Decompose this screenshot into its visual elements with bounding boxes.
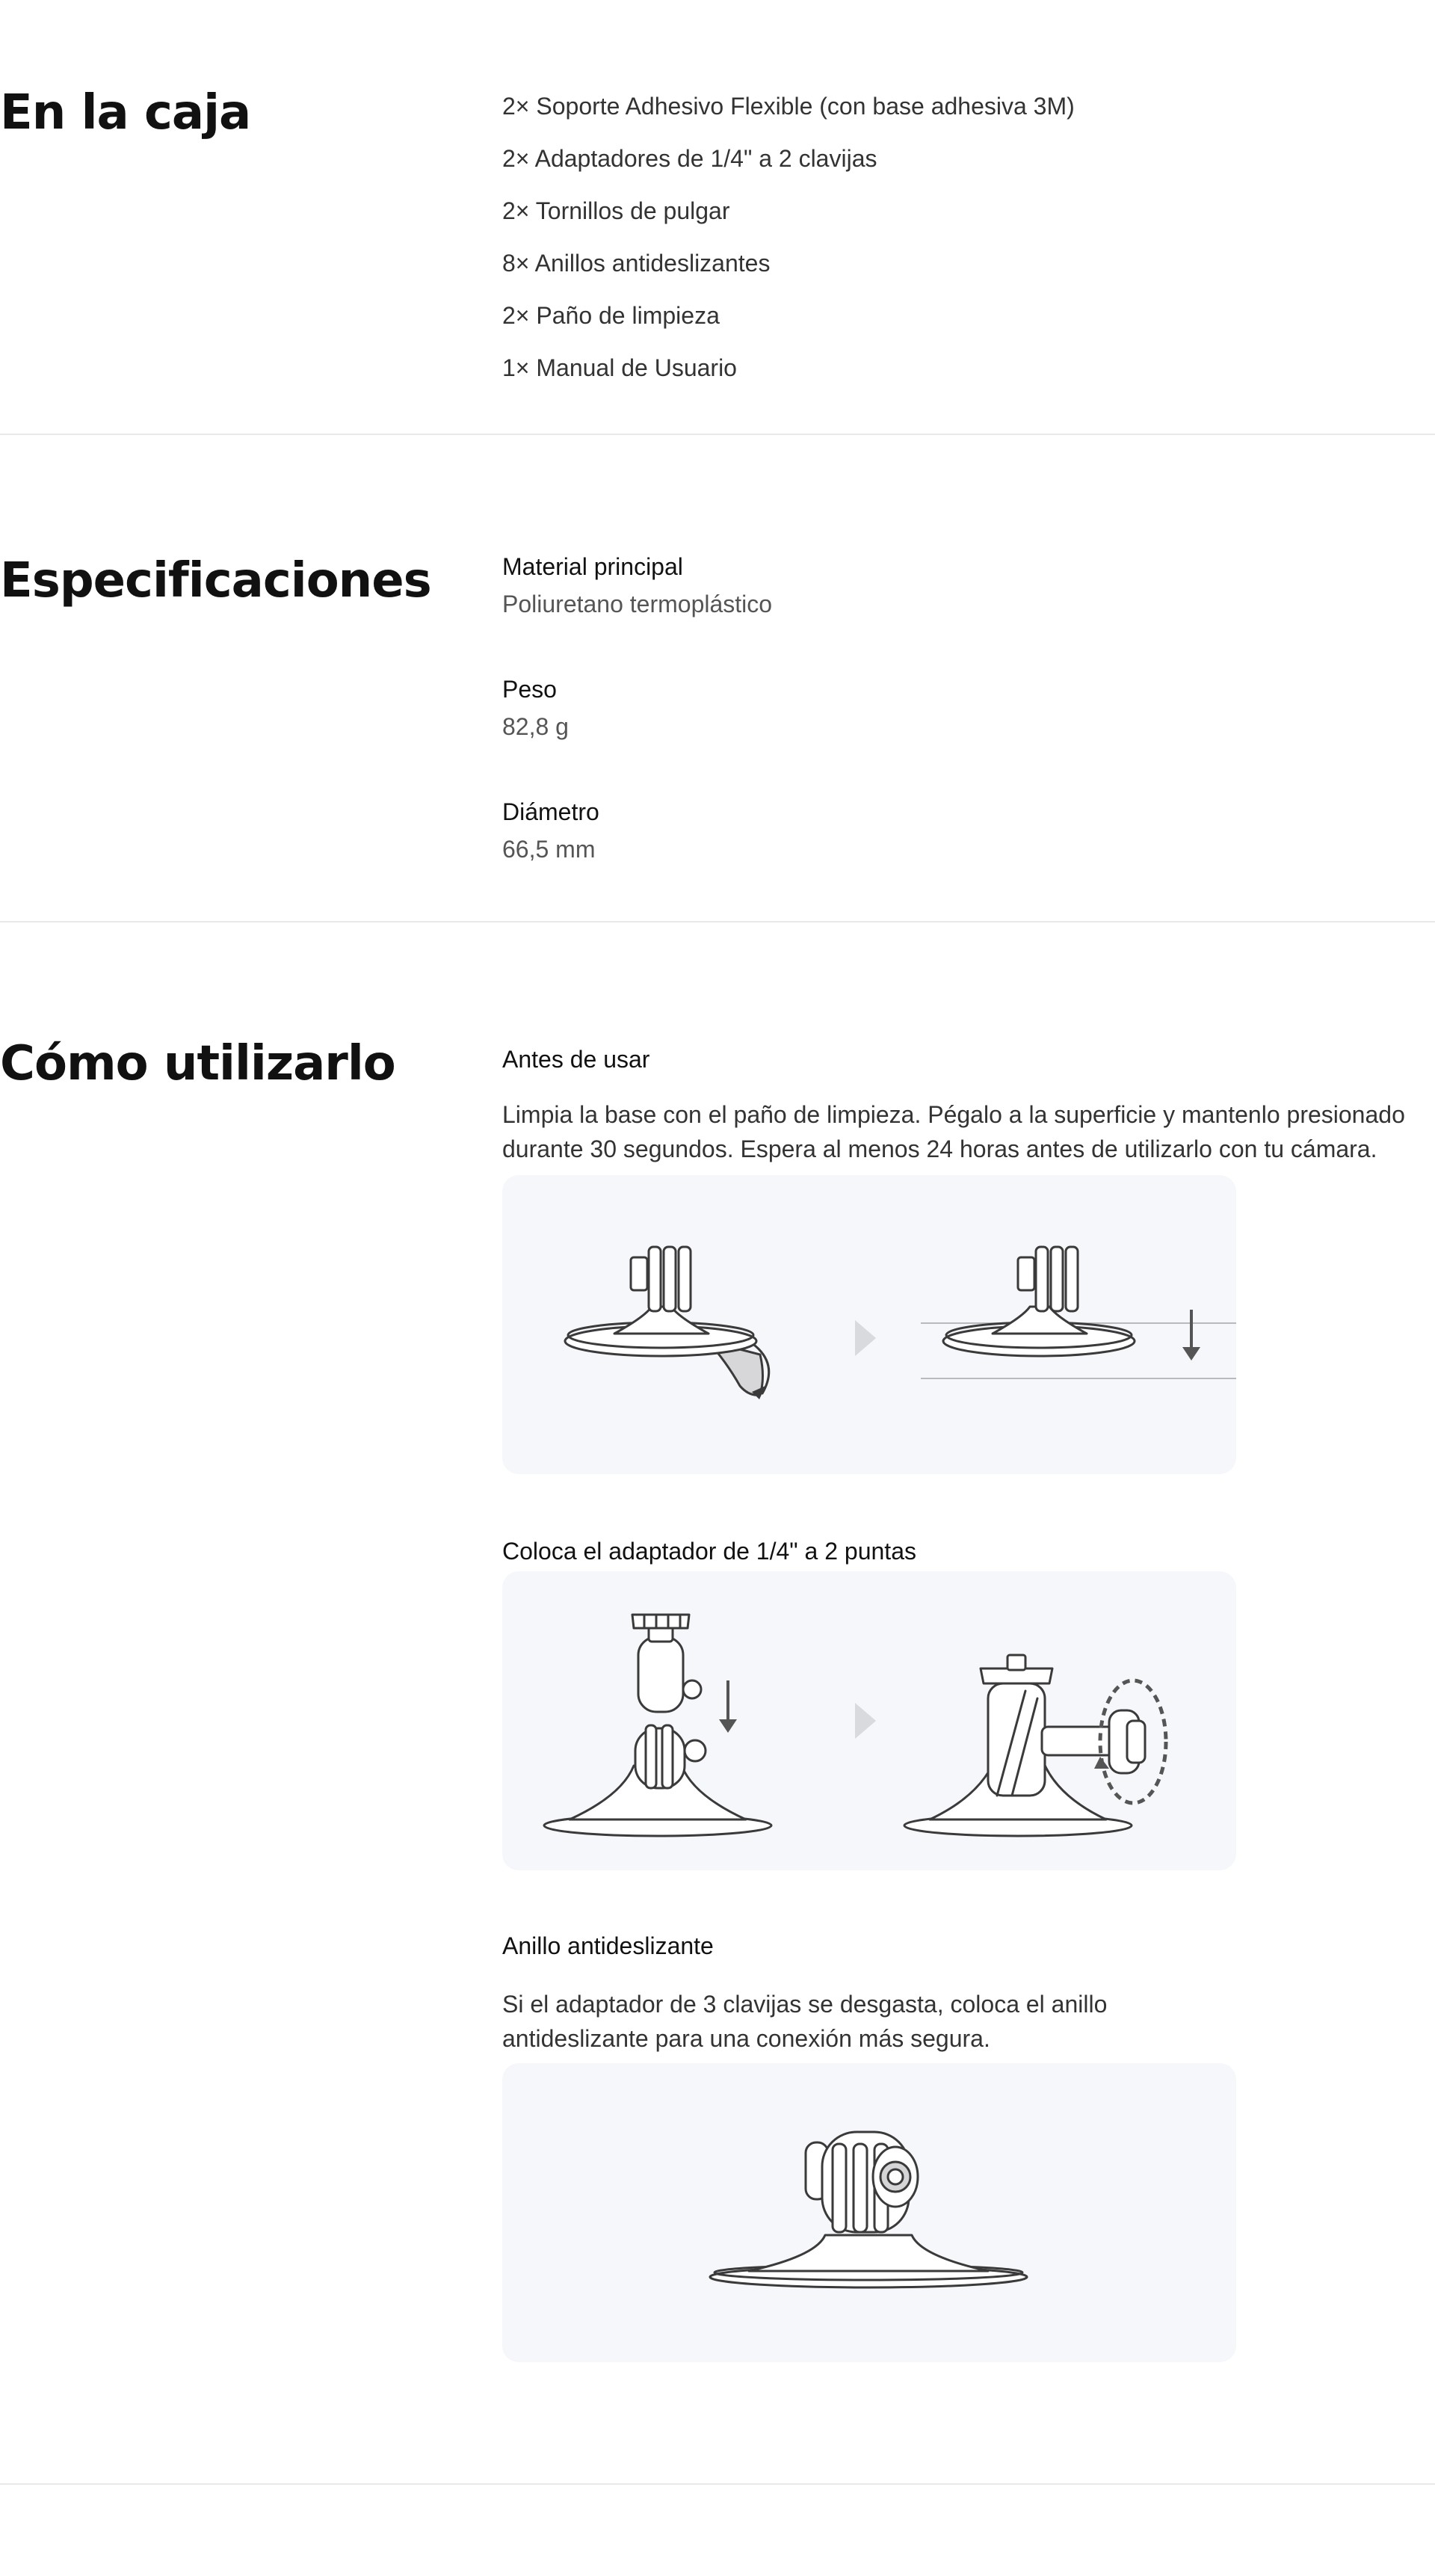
list-item: 2× Paño de limpieza — [502, 302, 720, 329]
specs-content — [502, 434, 1435, 921]
attach-adapter-illustration — [502, 1571, 1236, 1870]
specs-section — [0, 434, 1435, 922]
mount-with-anti-slip-ring-icon — [710, 2132, 1027, 2287]
thumb-screw-tighten-icon — [904, 1655, 1166, 1836]
spec-value: 66,5 mm — [502, 836, 596, 863]
step-description-anti-slip-ring: Si el adaptador de 3 clavijas se desgasta, coloca el anillo antideslizante para una conexión más segura. — [502, 1991, 1108, 2052]
in-box-title: En la caja — [0, 85, 251, 141]
in-box-list — [502, 90, 1435, 404]
how-to-content — [502, 921, 1435, 2483]
mount-peel-icon — [565, 1247, 769, 1399]
peel-and-press-mount-illustration — [502, 1175, 1236, 1474]
spec-value: Poliuretano termoplástico — [502, 591, 773, 617]
spec-label: Material principal — [502, 553, 683, 580]
spec-item-diameter — [502, 796, 599, 865]
spec-item-material — [502, 551, 772, 620]
list-item: 2× Soporte Adhesivo Flexible (con base adhesiva 3M) — [502, 93, 1075, 120]
spec-value: 82,8 g — [502, 713, 569, 740]
specs-title: Especificaciones — [0, 553, 431, 608]
mount-press-icon — [921, 1247, 1236, 1378]
in-box-section — [0, 0, 1435, 435]
in-box-content — [502, 90, 1435, 404]
adapter-insert-icon — [544, 1615, 771, 1836]
step-title-anti-slip-ring: Anillo antideslizante — [502, 1932, 714, 1959]
spec-item-weight — [502, 674, 569, 742]
step-title-before-use: Antes de usar — [502, 1046, 650, 1073]
arrow-right-icon — [855, 1320, 876, 1356]
spec-label: Diámetro — [502, 798, 599, 825]
list-item: 2× Tornillos de pulgar — [502, 197, 730, 224]
step-title-attach-adapter: Coloca el adaptador de 1/4" a 2 puntas — [502, 1538, 916, 1565]
how-to-title: Cómo utilizarlo — [0, 1036, 395, 1091]
arrow-right-icon — [855, 1703, 876, 1739]
list-item: 2× Adaptadores de 1/4" a 2 clavijas — [502, 145, 877, 172]
spec-label: Peso — [502, 676, 557, 703]
list-item: 8× Anillos antideslizantes — [502, 250, 771, 277]
how-to-section — [0, 921, 1435, 2485]
anti-slip-ring-illustration — [502, 2063, 1236, 2362]
list-item: 1× Manual de Usuario — [502, 354, 737, 381]
step-description-before-use: Limpia la base con el paño de limpieza. Pégalo a la superficie y mantenlo presionado durante 30 segundos. Espera al menos 24 horas antes de utilizarlo con tu cámara. — [502, 1101, 1405, 1162]
